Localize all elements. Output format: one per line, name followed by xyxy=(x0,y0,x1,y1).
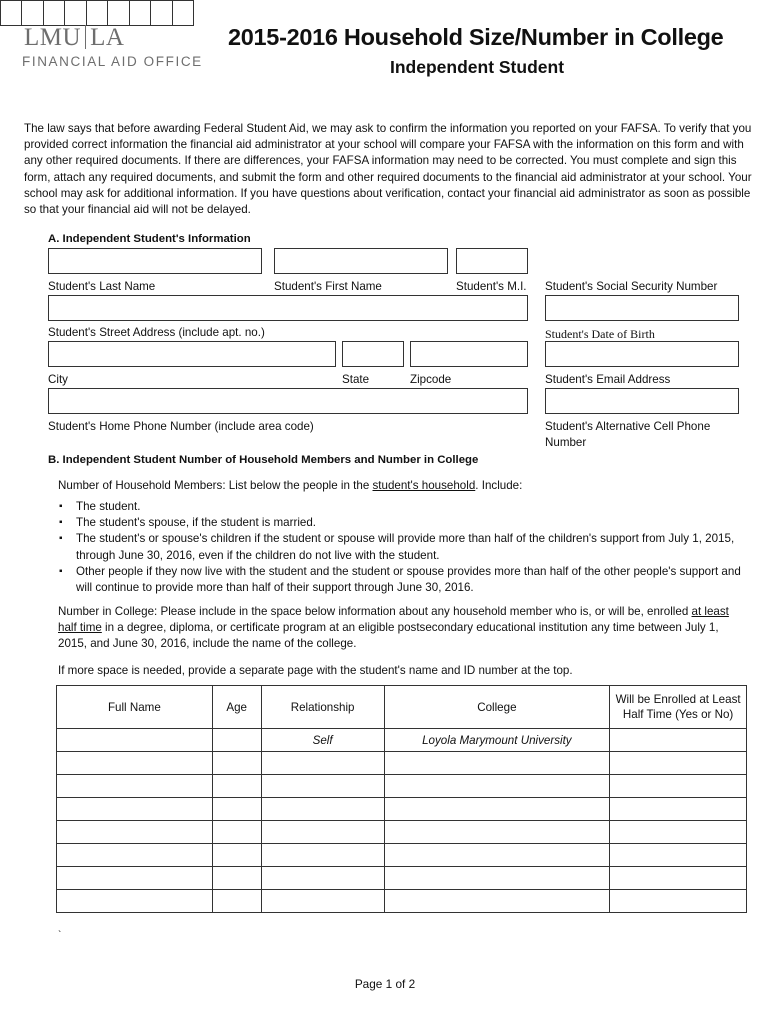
ssn-digit-cell[interactable] xyxy=(44,1,65,25)
age-cell[interactable] xyxy=(212,821,261,844)
first-name-label: Student's First Name xyxy=(274,280,382,293)
number-in-college-text xyxy=(58,604,748,653)
age-cell[interactable] xyxy=(212,867,261,890)
date-of-birth-field[interactable] xyxy=(545,295,739,321)
college-cell[interactable] xyxy=(384,844,610,867)
household-members-text xyxy=(58,478,748,494)
more-space-note: If more space is needed, provide a separate page with the student's name and ID number at the top. xyxy=(58,664,573,677)
age-cell[interactable] xyxy=(212,775,261,798)
household-members-intro: Number of Household Members: List below the people in the xyxy=(58,479,373,492)
logo-text-lmu: LMU xyxy=(24,24,82,51)
age-cell[interactable] xyxy=(212,798,261,821)
street-address-label: Student's Street Address (include apt. no.) xyxy=(48,326,265,339)
first-name-field[interactable] xyxy=(274,248,448,274)
college-cell[interactable] xyxy=(384,890,610,913)
relationship-header: Relationship xyxy=(261,686,384,729)
age-cell[interactable] xyxy=(212,890,261,913)
full-name-cell[interactable] xyxy=(57,775,213,798)
table-row xyxy=(57,752,747,775)
section-b-heading: B. Independent Student Number of Household Members and Number in College xyxy=(48,454,479,466)
relationship-cell[interactable] xyxy=(261,890,384,913)
alt-cell-phone-field[interactable] xyxy=(545,388,739,414)
table-row xyxy=(57,821,747,844)
lmu-la-logo xyxy=(24,24,124,52)
half-time-cell[interactable] xyxy=(610,798,747,821)
ssn-digit-cell[interactable] xyxy=(130,1,151,25)
middle-initial-label: Student's M.I. xyxy=(456,280,527,293)
page-title: 2015-2016 Household Size/Number in College xyxy=(228,24,724,50)
household-table xyxy=(56,685,747,913)
college-cell[interactable] xyxy=(384,821,610,844)
alt-cell-phone-label-line1: Student's Alternative Cell Phone xyxy=(545,420,711,433)
ssn-digit-cell[interactable] xyxy=(1,1,22,25)
ssn-digit-cell[interactable] xyxy=(173,1,193,25)
last-name-label: Student's Last Name xyxy=(48,280,156,293)
age-cell[interactable] xyxy=(212,844,261,867)
full-name-cell[interactable] xyxy=(57,821,213,844)
age-header: Age xyxy=(212,686,261,729)
half-time-cell[interactable] xyxy=(610,890,747,913)
logo-text-la: LA xyxy=(90,24,125,51)
city-label: City xyxy=(48,373,68,386)
list-item: ▪ The student. xyxy=(58,499,748,515)
zipcode-label: Zipcode xyxy=(410,373,452,386)
household-members-suffix: . Include: xyxy=(475,479,523,492)
email-field[interactable] xyxy=(545,341,739,367)
half-time-cell[interactable] xyxy=(610,821,747,844)
half-time-header: Will be Enrolled at Least Half Time (Yes or No) xyxy=(610,686,747,729)
ssn-label: Student's Social Security Number xyxy=(545,280,718,293)
state-label: State xyxy=(342,373,370,386)
relationship-cell[interactable] xyxy=(261,867,384,890)
college-cell[interactable] xyxy=(384,775,610,798)
college-cell[interactable]: Loyola Marymount University xyxy=(384,729,610,752)
college-header: College xyxy=(384,686,610,729)
list-item: ▪ The student's or spouse's children if the student or spouse will provide more than half of the children's support from July 1, 2015, through June 30, 2016, even if the children do not live with the student. xyxy=(58,531,748,563)
ssn-digit-cell[interactable] xyxy=(108,1,129,25)
table-row xyxy=(57,775,747,798)
half-time-cell[interactable] xyxy=(610,867,747,890)
table-row xyxy=(57,798,747,821)
page-number: Page 1 of 2 xyxy=(354,977,416,991)
relationship-cell[interactable] xyxy=(261,844,384,867)
zipcode-field[interactable] xyxy=(410,341,528,367)
full-name-cell[interactable] xyxy=(57,752,213,775)
relationship-cell[interactable] xyxy=(261,798,384,821)
logo-divider xyxy=(85,25,86,49)
section-a-heading: A. Independent Student's Information xyxy=(48,233,251,245)
half-time-cell[interactable] xyxy=(610,729,747,752)
email-label: Student's Email Address xyxy=(545,373,671,386)
alt-cell-phone-label-line2: Number xyxy=(545,436,587,449)
number-in-college-intro: Number in College: Please include in the space below information about any household member who is, or will be, enrolled xyxy=(58,605,692,618)
full-name-cell[interactable] xyxy=(57,890,213,913)
age-cell[interactable] xyxy=(212,729,261,752)
half-time-cell[interactable] xyxy=(610,752,747,775)
alt-cell-phone-label xyxy=(545,419,745,451)
half-time-cell[interactable] xyxy=(610,844,747,867)
office-name: FINANCIAL AID OFFICE xyxy=(22,54,203,69)
last-name-field[interactable] xyxy=(48,248,262,274)
table-header-row xyxy=(57,686,747,729)
ssn-digit-cell[interactable] xyxy=(87,1,108,25)
number-in-college-suffix: in a degree, diploma, or certificate program at an eligible postsecondary educational institution any time between July 1, 2015, and June 30, 2016, include the name of the college. xyxy=(58,621,719,651)
full-name-cell[interactable] xyxy=(57,798,213,821)
page-subtitle: Independent Student xyxy=(390,57,565,77)
college-cell[interactable] xyxy=(384,867,610,890)
half-time-term: at least half time xyxy=(58,605,729,635)
full-name-cell[interactable] xyxy=(57,844,213,867)
middle-initial-field[interactable] xyxy=(456,248,528,274)
state-field[interactable] xyxy=(342,341,404,367)
table-row xyxy=(57,844,747,867)
college-cell[interactable] xyxy=(384,798,610,821)
students-household-term: student's household xyxy=(372,479,476,492)
city-field[interactable] xyxy=(48,341,336,367)
stray-mark: ` xyxy=(58,930,62,941)
table-row xyxy=(57,729,747,752)
date-of-birth-label: Student's Date of Birth xyxy=(545,327,655,341)
home-phone-label: Student's Home Phone Number (include area code) xyxy=(48,420,314,433)
college-cell[interactable] xyxy=(384,752,610,775)
list-item: ▪ The student's spouse, if the student is married. xyxy=(58,515,748,531)
relationship-cell[interactable] xyxy=(261,775,384,798)
list-item: ▪ Other people if they now live with the student and the student or spouse provides more than half of the other people's support and will continue to provide more than half of their support through June 30, 2016. xyxy=(58,564,748,596)
ssn-digit-cell[interactable] xyxy=(65,1,86,25)
ssn-digit-cell[interactable] xyxy=(151,1,172,25)
relationship-cell[interactable] xyxy=(261,752,384,775)
table-row xyxy=(57,890,747,913)
half-time-cell[interactable] xyxy=(610,775,747,798)
table-row xyxy=(57,867,747,890)
relationship-cell[interactable]: Self xyxy=(261,729,384,752)
home-phone-field[interactable] xyxy=(48,388,528,414)
ssn-digit-cell[interactable] xyxy=(22,1,43,25)
intro-paragraph: The law says that before awarding Federal Student Aid, we may ask to confirm the information you reported on your FAFSA. To verify that you provided correct information the financial aid administrator at your school will compare your FAFSA with the information on this form and with any other required documents. If there are differences, your FAFSA information may need to be corrected. You must complete and sign this form, attach any required documents, and submit the form and other required documents to the financial aid administrator at your school. Your school may ask for additional information. If you have questions about verification, contact your financial aid administrator as soon as possible so that your financial aid will not be delayed. xyxy=(24,122,752,217)
full-name-header: Full Name xyxy=(57,686,213,729)
full-name-cell[interactable] xyxy=(57,867,213,890)
age-cell[interactable] xyxy=(212,752,261,775)
household-bullet-list xyxy=(58,499,748,596)
relationship-cell[interactable] xyxy=(261,821,384,844)
ssn-field[interactable] xyxy=(0,0,194,26)
full-name-cell[interactable] xyxy=(57,729,213,752)
street-address-field[interactable] xyxy=(48,295,528,321)
